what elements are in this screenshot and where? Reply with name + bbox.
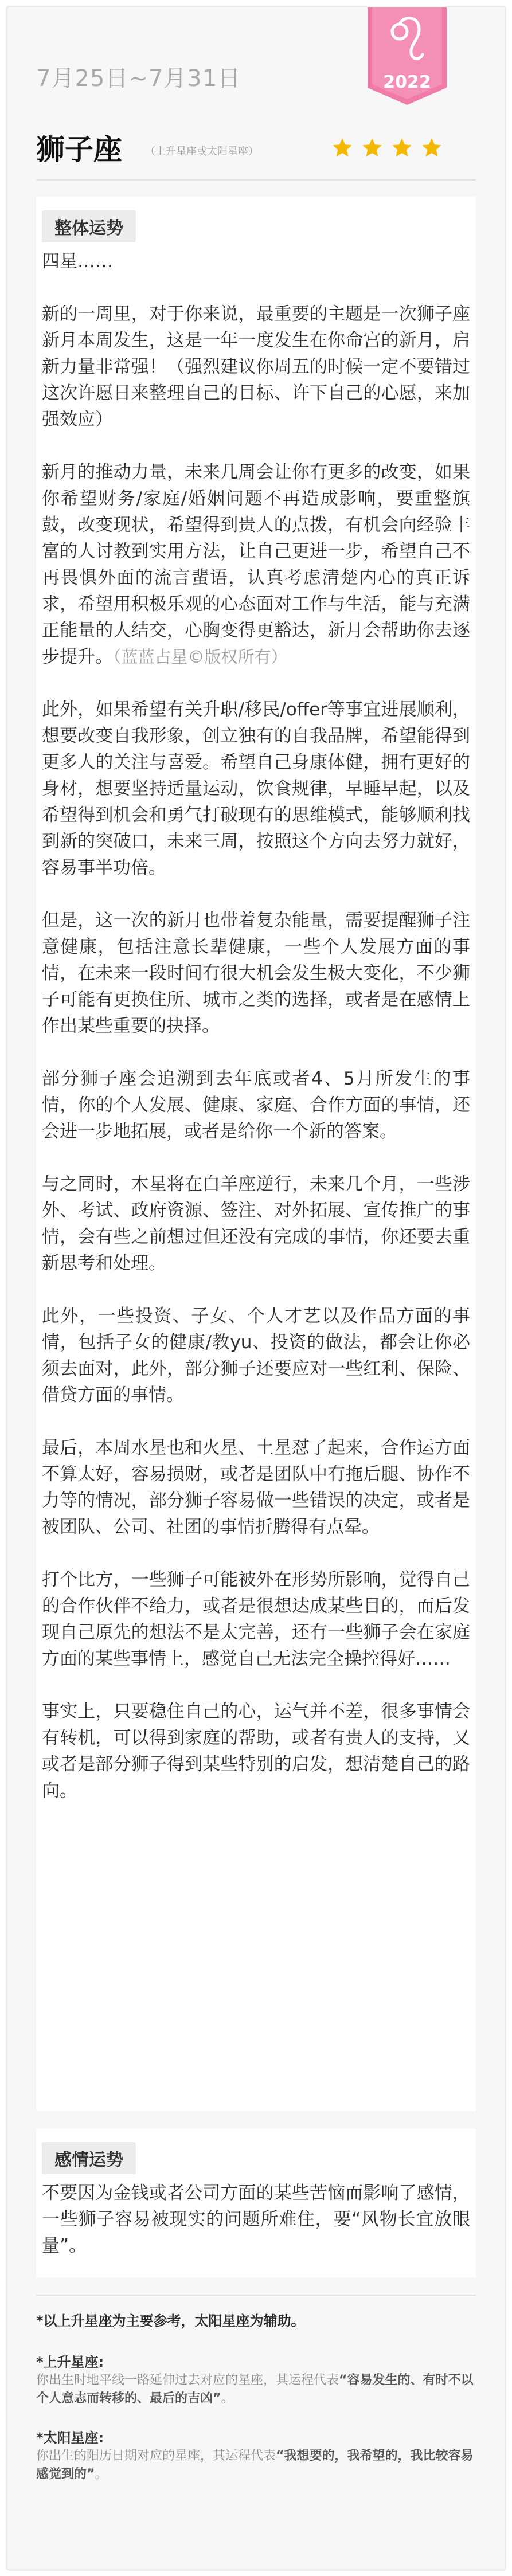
- rising-desc-end: 。: [221, 2391, 234, 2406]
- rising-label: *上升星座:: [36, 2354, 104, 2370]
- overall-paragraph: 四星……: [42, 251, 113, 272]
- star-icon: [331, 137, 353, 159]
- rising-quote: “容易发生的、有时不以个人意志而转移的、最后的吉凶”: [36, 2373, 474, 2406]
- overall-section: [36, 197, 476, 2111]
- love-paragraph: 不要因为金钱或者公司方面的某些苦恼而影响了感情，一些狮子容易被现实的问题所难住，要“风物长宜放眼量”。: [42, 2183, 470, 2256]
- footer-notes: [36, 2312, 476, 2504]
- star-icon: [421, 137, 443, 159]
- sun-quote: “我想要的，我希望的，我比较容易感觉到的”: [36, 2449, 474, 2481]
- rising-desc: [36, 2371, 476, 2408]
- sun-desc-end: 。: [95, 2467, 108, 2481]
- sun-desc: [36, 2447, 476, 2484]
- rising-note: [36, 2353, 476, 2408]
- footer-title: *以上升星座为主要参考，太阳星座为辅助。: [36, 2313, 305, 2329]
- sun-desc-text: 你出生的阳历日期对应的星座，其运程代表: [36, 2449, 276, 2463]
- overall-paragraph: 此外，一些投资、子女、个人才艺以及作品方面的事情，包括子女的健康/教yu、投资的做法，都会让你必须去面对，此外，部分狮子还要应对一些红利、保险、借贷方面的事情。: [42, 1306, 470, 1406]
- overall-paragraph: 此外，如果希望有关升职/移民/offer等事宜进展顺利，想要改变自我形象，创立独有的自我品牌，希望能得到更多人的关注与喜爱。希望自己身康体健，拥有更好的身材，想要坚持适量运动，饮食规律，早睡早起，以及希望得到机会和勇气打破现有的思维模式，能够顺利找到新的突破口，未来三周，按照这个方向去努力就好，容易事半功倍。: [42, 699, 470, 878]
- sign-name: 狮子座: [36, 133, 122, 166]
- overall-body: [36, 242, 476, 1804]
- horoscope-card: [6, 6, 506, 2571]
- overall-paragraph: 部分狮子座会追溯到去年底或者4、5月所发生的事情，你的个人发展、健康、家庭、合作方面的事情，还会进一步地拓展，或者是给你一个新的答案。: [42, 1068, 470, 1142]
- sun-label: *太阳星座:: [36, 2430, 104, 2446]
- paragraph-text: 新月的推动力量，未来几周会让你有更多的改变，如果你希望财务/家庭/婚姻问题不再造成影响，要重整旗鼓，改变现状，希望得到贵人的点拨，有机会向经验丰富的人讨教到实用方法，让自己更进一步，希望自己不再畏惧外面的流言蜚语，认真考虑清楚内心的真正诉求，希望用积极乐观的心态面对工作与生活，能与充满正能量的人结交，心胸变得更豁达，新月会帮助你去逐步提升。: [42, 462, 470, 667]
- overall-paragraph: 新的一周里，对于你来说，最重要的主题是一次狮子座新月本周发生，这是一年一度发生在你命宫的新月，启新力量非常强！（强烈建议你周五的时候一定不要错过这次许愿日来整理自己的目标、许下自己的心愿，来加强效应）: [42, 304, 470, 430]
- love-tag: 感情运势: [42, 2142, 136, 2174]
- overall-paragraph: 事实上，只要稳住自己的心，运气并不差，很多事情会有转机，可以得到家庭的帮助，或者有贵人的支持，又或者是部分狮子得到某些特别的启发，想清楚自己的路向。: [42, 1701, 470, 1801]
- love-section: [36, 2128, 476, 2277]
- footer-divider: [36, 2295, 476, 2296]
- copyright-note: （蓝蓝占星©版权所有）: [113, 647, 288, 667]
- overall-tag: 整体运势: [42, 210, 136, 242]
- overall-paragraph: 打个比方，一些狮子可能被外在形势所影响，觉得自己的合作伙伴不给力，或者是很想达成某些目的，而后发现自己原先的想法不是太完善，还有一些狮子会在家庭方面的某些事情上，感觉自己无法完全操控得好……: [42, 1569, 470, 1669]
- overall-paragraph: [42, 459, 470, 670]
- year-badge: [368, 7, 447, 105]
- love-body: [36, 2174, 476, 2259]
- date-range: 7月25日~7月31日: [36, 65, 241, 92]
- overall-paragraph: 最后，本周水星也和火星、土星怼了起来，合作运方面不算太好，容易损财，或者是团队中有拖后腿、协作不力等的情况，部分狮子容易做一些错误的决定，或者是被团队、公司、社团的事情折腾得有点晕。: [42, 1438, 470, 1537]
- sign-subtitle: （上升星座或太阳星座）: [145, 146, 259, 158]
- header-divider: [36, 179, 476, 181]
- star-icon: [391, 137, 413, 159]
- year-label: 2022: [383, 72, 431, 92]
- rising-desc-text: 你出生时地平线一路延伸过去对应的星座，其运程代表: [36, 2373, 339, 2387]
- sun-note: [36, 2429, 476, 2484]
- rating-stars: [331, 137, 443, 159]
- overall-paragraph: 但是，这一次的新月也带着复杂能量，需要提醒狮子注意健康，包括注意长辈健康，一些个人发展方面的事情，在未来一段时间有很大机会发生极大变化，不少狮子可能有更换住所、城市之类的选择，或者是在感情上作出某些重要的抉择。: [42, 910, 470, 1036]
- star-icon: [361, 137, 383, 159]
- overall-paragraph: 与之同时，木星将在白羊座逆行，未来几个月，一些涉外、考试、政府资源、签注、对外拓展、宣传推广的事情，会有些之前想过但还没有完成的事情，你还要去重新思考和处理。: [42, 1174, 470, 1274]
